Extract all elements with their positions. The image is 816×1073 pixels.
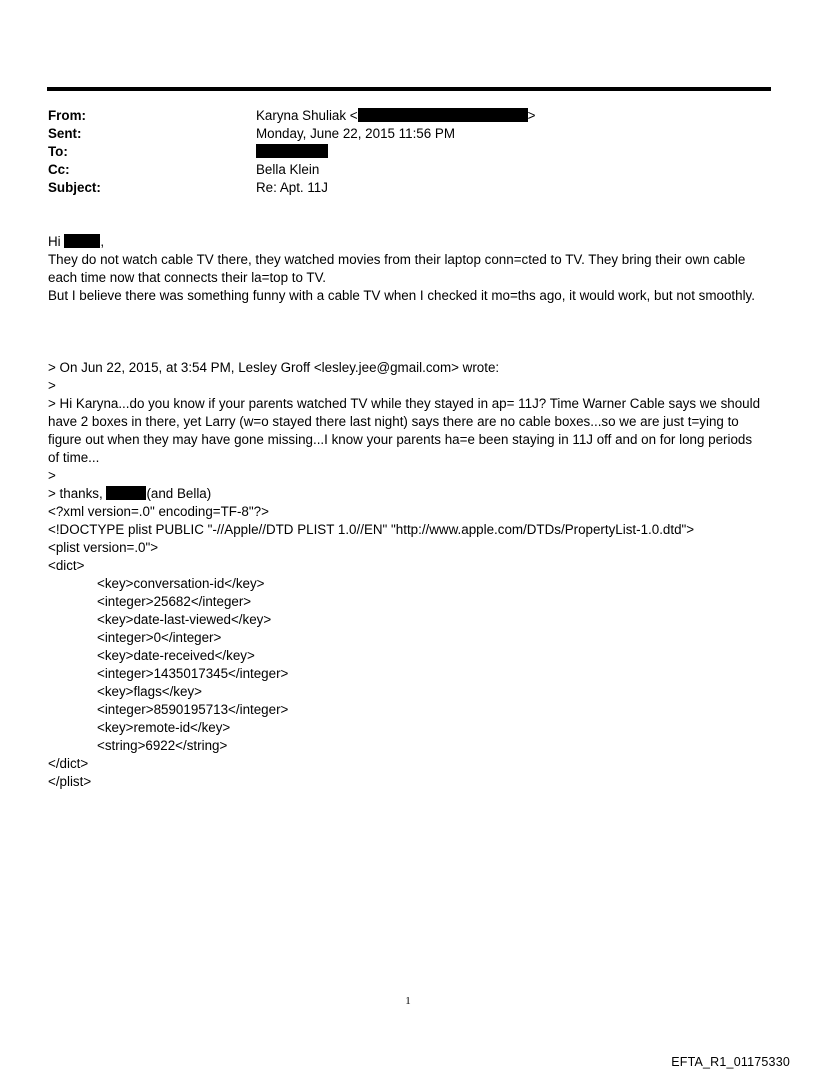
document-id: EFTA_R1_01175330 <box>671 1055 790 1069</box>
dict-open-tag: <dict> <box>48 558 85 573</box>
from-name: Karyna Shuliak < <box>256 108 358 123</box>
thanks-prefix: > thanks, <box>48 486 103 501</box>
redacted-recipient-block <box>256 144 328 158</box>
to-label: To: <box>48 144 68 159</box>
dict-close-tag: </dict> <box>48 756 89 771</box>
subject-value: Re: Apt. 11J <box>256 180 328 195</box>
plist-doctype: <!DOCTYPE plist PUBLIC "-//Apple//DTD PLIST 1.0//EN" "http://www.apple.com/DTDs/PropertyList-1.0.dtd"> <box>48 522 695 537</box>
plist-entry: <key>flags</key> <box>97 684 202 699</box>
plist-entry: <integer>1435017345</integer> <box>97 666 289 681</box>
plist-xml-declaration: <?xml version=.0" encoding=TF-8"?> <box>48 504 269 519</box>
subject-label: Subject: <box>48 180 101 195</box>
thanks-suffix: (and Bella) <box>146 486 212 501</box>
reply-line: They do not watch cable TV there, they watched movies from their laptop conn=cted to TV. They bring their own cable <box>48 252 746 267</box>
plist-close-tag: </plist> <box>48 774 92 789</box>
quoted-line: figure out when they may have gone missing...I know your parents ha=e been staying in 11J off and on for long periods <box>48 432 753 447</box>
reply-line: But I believe there was something funny with a cable TV when I checked it mo=ths ago, it would work, but not smoothly. <box>48 288 755 303</box>
quoted-line: > <box>48 468 56 483</box>
plist-entry: <key>date-received</key> <box>97 648 255 663</box>
greeting-text: Hi <box>48 234 61 249</box>
header-divider-rule <box>47 87 771 91</box>
quoted-line: > Hi Karyna...do you know if your parents watched TV while they stayed in ap= 11J? Time Warner Cable says we should <box>48 396 761 411</box>
to-value <box>256 143 328 161</box>
plist-entry: <key>remote-id</key> <box>97 720 231 735</box>
plist-entry: <integer>25682</integer> <box>97 594 252 609</box>
quoted-line: > On Jun 22, 2015, at 3:54 PM, Lesley Groff <lesley.jee@gmail.com> wrote: <box>48 360 500 375</box>
greeting-tail: , <box>100 234 105 249</box>
cc-value: Bella Klein <box>256 162 320 177</box>
quoted-thanks-line <box>48 485 211 503</box>
from-value <box>256 107 535 125</box>
quoted-line: of time... <box>48 450 100 465</box>
sent-value: Monday, June 22, 2015 11:56 PM <box>256 126 456 141</box>
plist-entry: <integer>8590195713</integer> <box>97 702 289 717</box>
reply-line: each time now that connects their la=top to TV. <box>48 270 327 285</box>
plist-entry: <key>conversation-id</key> <box>97 576 265 591</box>
reply-greeting <box>48 233 104 251</box>
plist-entry: <string>6922</string> <box>97 738 228 753</box>
redacted-email-block <box>358 108 528 122</box>
cc-label: Cc: <box>48 162 70 177</box>
sent-label: Sent: <box>48 126 82 141</box>
plist-entry: <key>date-last-viewed</key> <box>97 612 272 627</box>
quoted-line: have 2 boxes in there, yet Larry (w=o stayed there last night) says there are no cable boxes...so we are just t=ying to <box>48 414 739 429</box>
from-label: From: <box>48 108 86 123</box>
plist-open-tag: <plist version=.0"> <box>48 540 159 555</box>
redacted-name-block <box>64 234 100 248</box>
redacted-sender-block <box>106 486 146 500</box>
page-number: 1 <box>405 995 411 1007</box>
quoted-line: > <box>48 378 56 393</box>
plist-entry: <integer>0</integer> <box>97 630 222 645</box>
from-tail: > <box>527 108 536 123</box>
